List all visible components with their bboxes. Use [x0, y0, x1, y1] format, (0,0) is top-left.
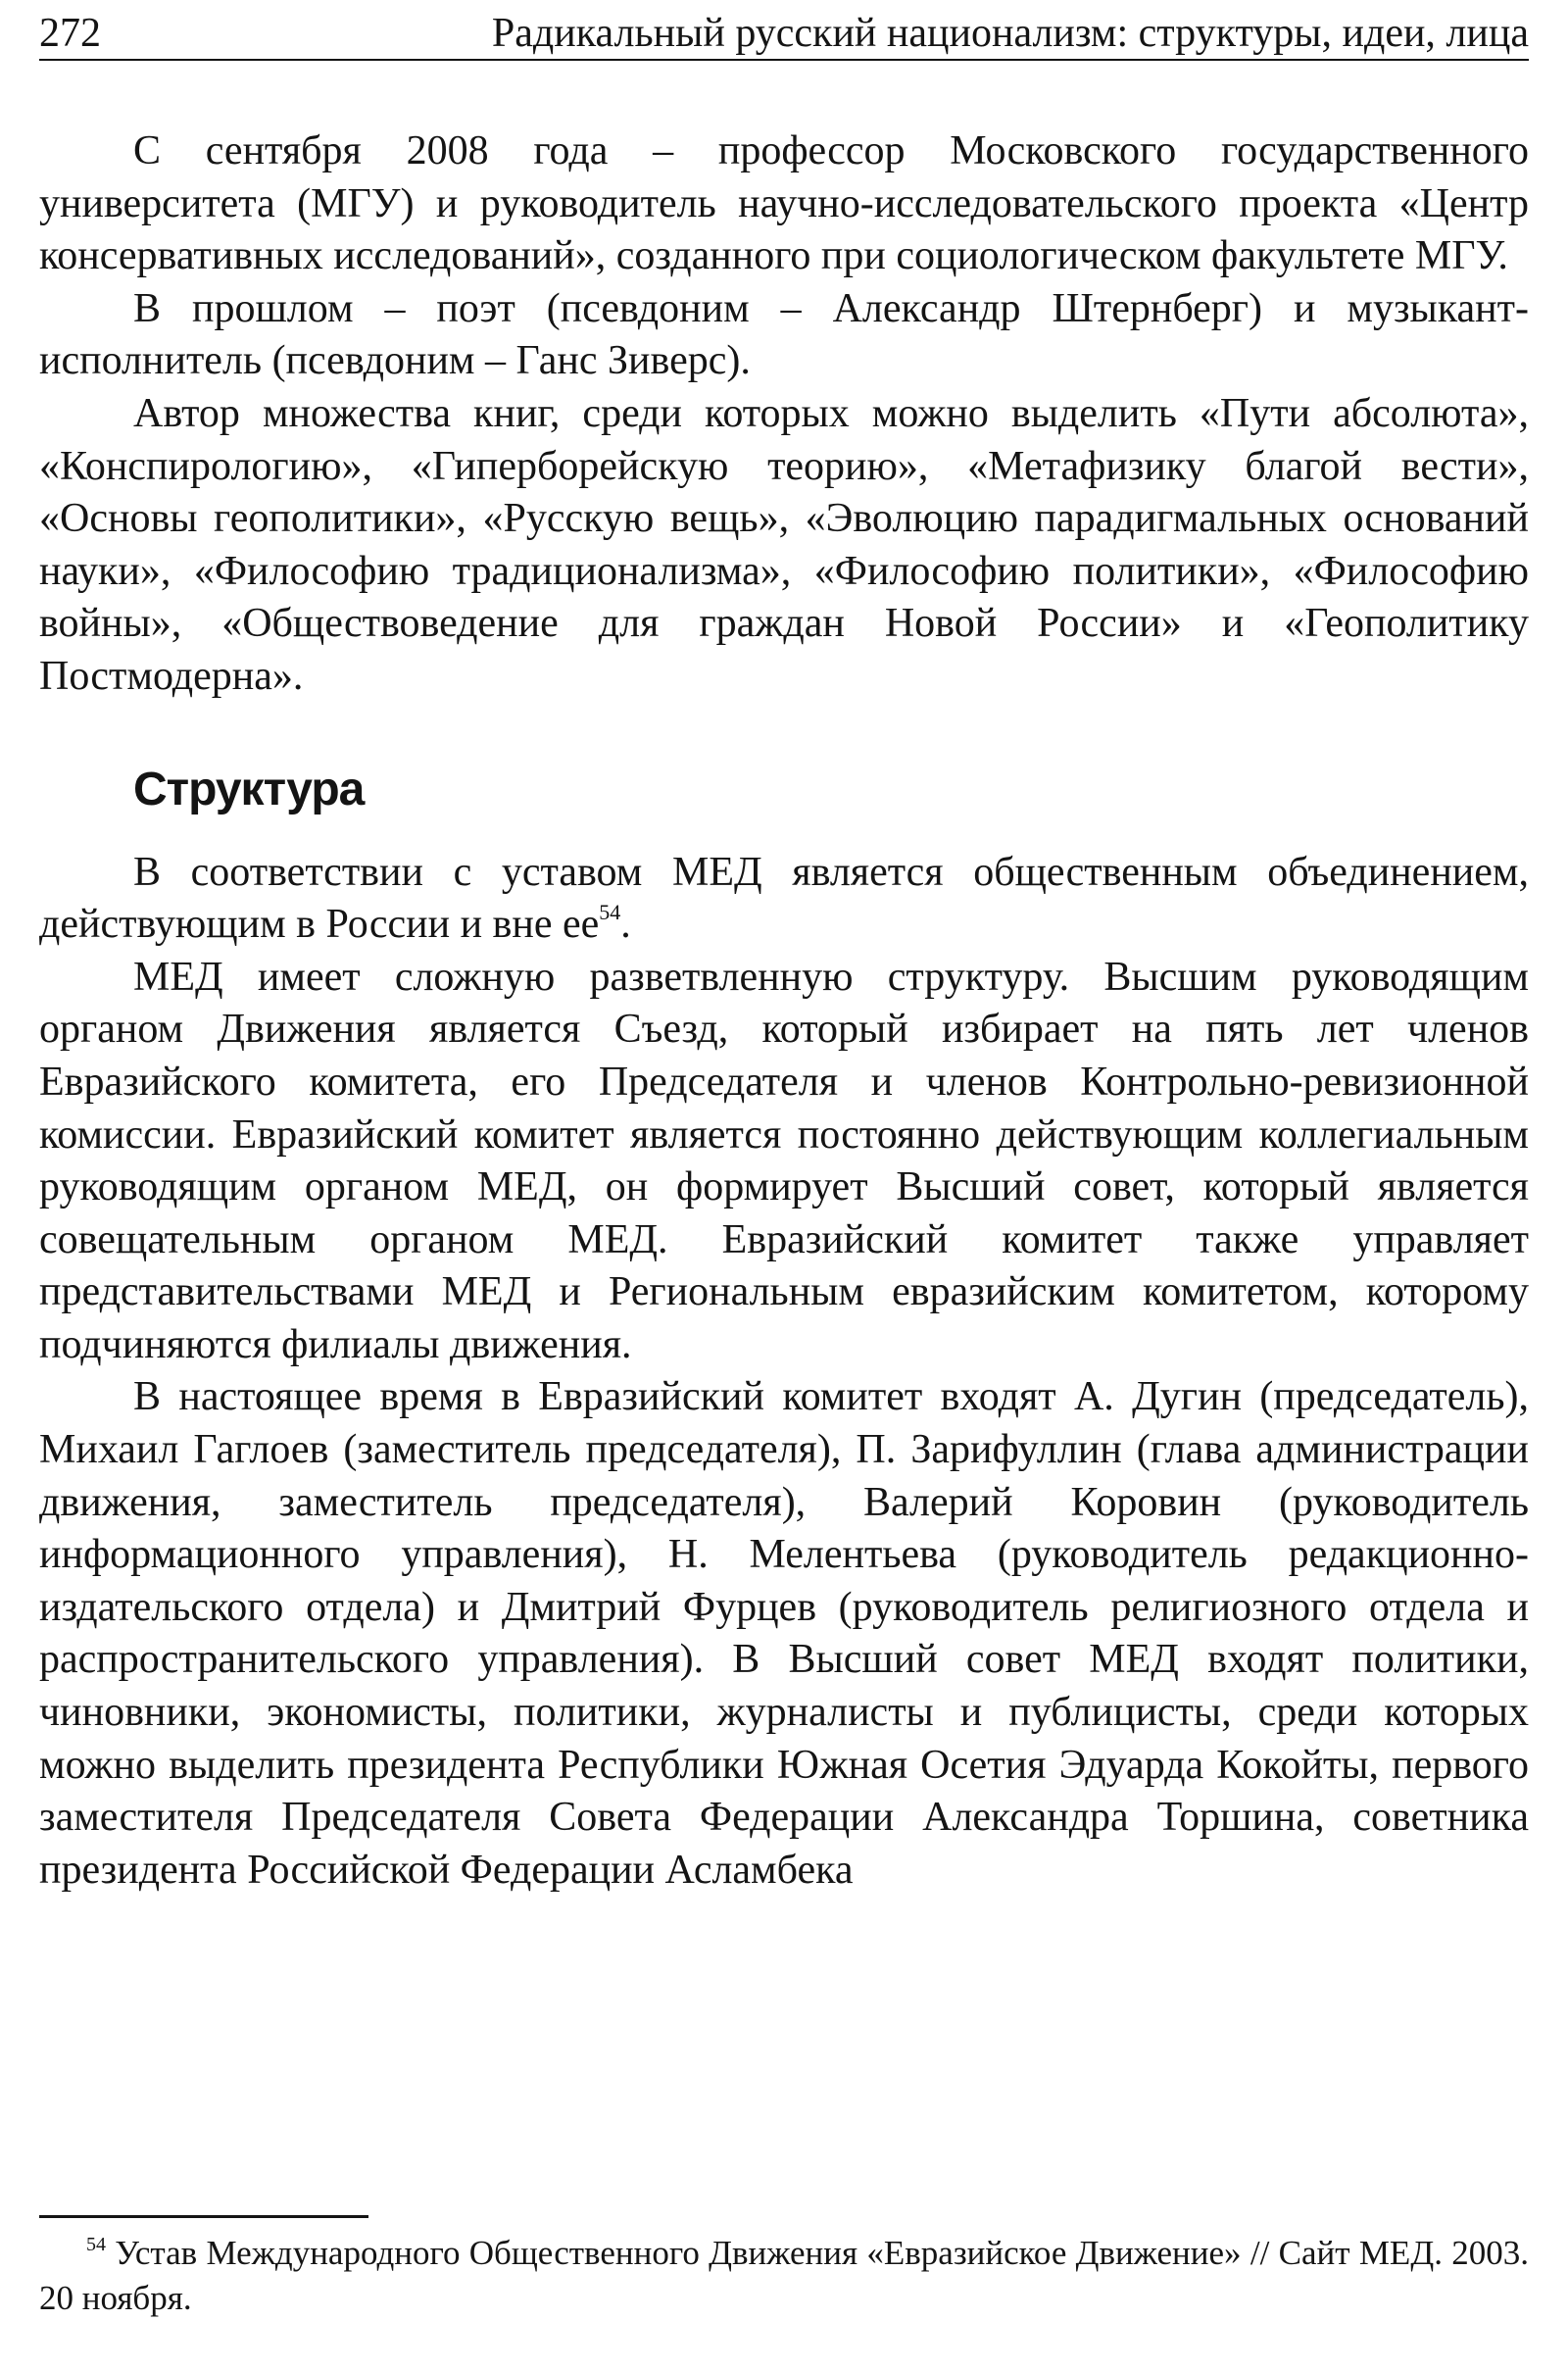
book-page: [39, 0, 1529, 2370]
paragraph-charter-text: В соответствии с уставом МЕД является общественным объединением, действующим в России и вне ее: [39, 849, 1529, 948]
paragraph-structure: МЕД имеет сложную разветвленную структуру. Высшим руководящим органом Движения является Съезд, который избирает на пять лет членов Евразийского комитета, его Председателя и членов Контрольно-ревизионной комиссии. Евразийский комитет является постоянно действующим коллегиальным руководящим органом МЕД, он формирует Высший совет, который является совещательным органом МЕД. Евразийский комитет также управляет представительствами МЕД и Региональным евразийским комитетом, которому подчиняются филиалы движения.: [39, 954, 1529, 1367]
running-title: Радикальный русский национализм: структуры, идеи, лица: [491, 11, 1529, 56]
section-heading: Структура: [133, 763, 365, 815]
running-header: [39, 8, 1529, 61]
page-number: 272: [39, 11, 101, 56]
paragraph-books: Автор множества книг, среди которых можно выделить «Пути абсолюта», «Конспирологию», «Гиперборейскую теорию», «Метафизику благой вести», «Основы геополитики», «Русскую вещь», «Эволюцию парадигмальных оснований науки», «Философию традиционализма», «Философию политики», «Философию войны», «Обществоведение для граждан Новой России» и «Геополитику Постмодерна».: [39, 390, 1529, 699]
paragraph-members: В настоящее время в Евразийский комитет входят А. Дугин (председатель), Михаил Гаглоев (заместитель председателя), П. Зарифуллин (глава администрации движения, заместитель председателя), Валерий Коровин (руководитель информационного управления), Н. Мелентьева (руководитель редакционно-издательского отдела) и Дмитрий Фурцев (руководитель религиозного отдела и распространительского управления). В Высший совет МЕД входят политики, чиновники, экономисты, политики, журналисты и публицисты, среди которых можно выделить президента Республики Южная Осетия Эдуарда Кокойты, первого заместителя Председателя Совета Федерации Александра Торшина, советника президента Российской Федерации Асламбека: [39, 1374, 1529, 1893]
paragraph-past-career: В прошлом – поэт (псевдоним – Александр Штернберг) и музыкант-исполнитель (псевдоним – Ганс Зиверс).: [39, 285, 1529, 384]
paragraph-professor: С сентября 2008 года – профессор Московского государственного университета (МГУ) и руководитель научно-исследовательского проекта «Центр консервативных исследований», созданного при социологическом факультете МГУ.: [39, 128, 1529, 279]
footnote: [39, 2231, 1529, 2321]
footnote-text-block: [39, 2231, 1529, 2321]
footnote-reference[interactable]: 54: [599, 900, 621, 925]
paragraph-charter-end: .: [620, 902, 631, 948]
main-text: [39, 125, 1529, 1897]
footnote-divider: [39, 2215, 368, 2218]
footnote-number: 54: [86, 2234, 106, 2255]
footnote-text: Устав Международного Общественного Движения «Евразийское Движение» // Сайт МЕД. 2003. 20 ноября.: [39, 2234, 1529, 2317]
paragraph-charter: [39, 847, 1529, 952]
